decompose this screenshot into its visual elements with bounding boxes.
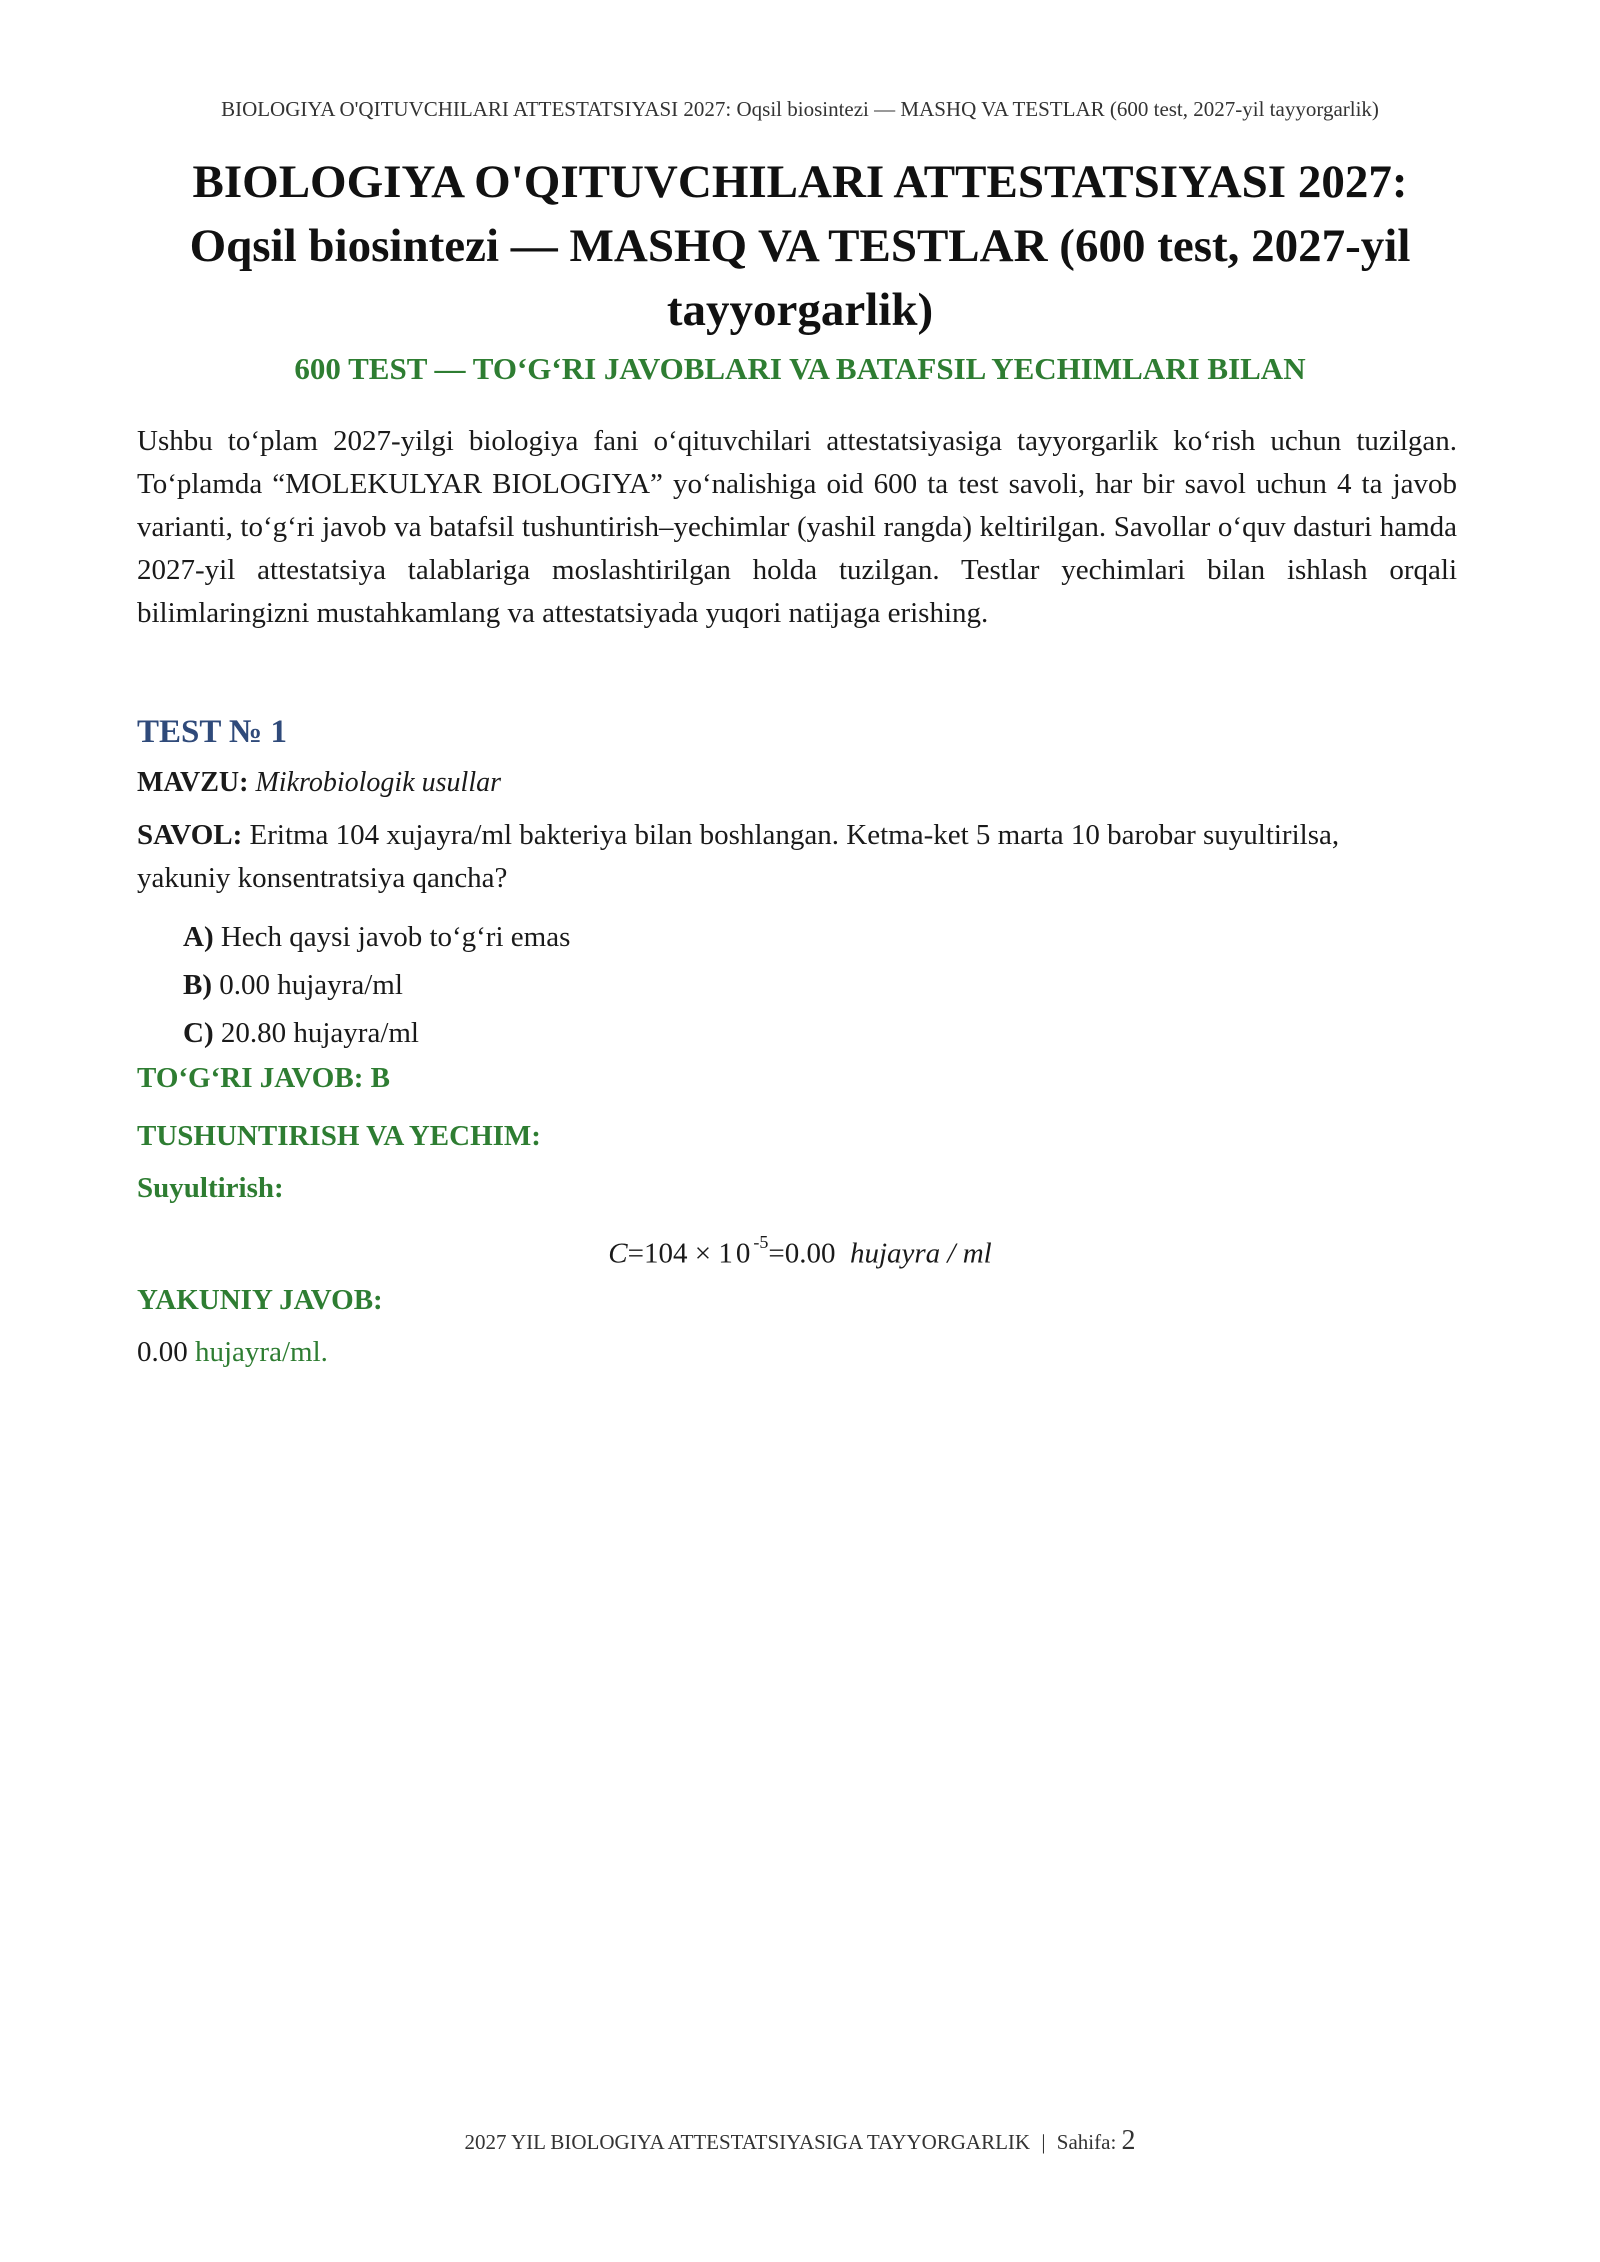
formula-times: × <box>694 1237 712 1270</box>
option-text: 20.80 hujayra/ml <box>220 1017 419 1049</box>
document-title: BIOLOGIYA O'QITUVCHILARI ATTESTATSIYASI 2027: Oqsil biosintezi — MASHQ VA TESTLAR (600 test, 2027-yil tayyorgarlik) <box>189 156 1411 336</box>
question-label: SAVOL: <box>137 819 243 851</box>
formula-equals: = <box>627 1237 644 1270</box>
page-footer <box>0 2126 1600 2157</box>
document-subtitle: 600 TEST — TO‘G‘RI JAVOBLARI VA BATAFSIL YECHIMLARI BILAN <box>294 351 1306 386</box>
correct-answer: TO‘G‘RI JAVOB: B <box>137 1062 390 1094</box>
footer-text: 2027 YIL BIOLOGIYA ATTESTATSIYASIGA TAYYORGARLIK <box>464 2130 1031 2154</box>
option-c <box>183 1009 570 1057</box>
option-letter: B) <box>183 969 212 1001</box>
intro-paragraph: Ushbu to‘plam 2027-yilgi biologiya fani o‘qituvchilari attestatsiyasiga tayyorgarlik ko‘rish uchun tuzilgan. To‘plamda “MOLEKULYAR BIOLOGIYA” yo‘nalishiga oid 600 ta test savoli, har bir savol uchun 4 ta javob varianti, to‘g‘ri javob va batafsil tushuntirish–yechimlar (yashil rangda) keltirilgan. Savollar o‘quv dasturi hamda 2027-yil attestatsiya talablariga moslashtirilgan holda tuzilgan. Testlar yechimlari bilan ishlash orqali bilimlaringizni mustahkamlang va attestatsiyada yuqori natijaga erishing. <box>137 425 1457 629</box>
final-unit: hujayra/ml. <box>195 1336 328 1368</box>
dilution-formula <box>0 1226 1600 1274</box>
option-a <box>183 913 570 961</box>
formula-result: 0.00 <box>784 1237 836 1270</box>
test-question <box>137 814 1397 900</box>
option-letter: A) <box>183 921 214 953</box>
option-text: Hech qaysi javob to‘g‘ri emas <box>220 921 571 953</box>
formula-equals: = <box>768 1237 785 1270</box>
footer-page-label: Sahifa: <box>1056 2130 1117 2154</box>
step-label: Suyultirish: <box>137 1172 284 1204</box>
test-heading: TEST № 1 <box>137 714 287 750</box>
formula-variable: C <box>608 1237 628 1270</box>
final-answer <box>137 1332 328 1372</box>
option-text: 0.00 hujayra/ml <box>219 969 403 1001</box>
formula-unit: hujayra / ml <box>849 1237 992 1270</box>
explanation-heading: TUSHUNTIRISH VA YECHIM: <box>137 1120 541 1152</box>
option-letter: C) <box>183 1017 214 1049</box>
final-heading: YAKUNIY JAVOB: <box>137 1284 383 1316</box>
footer-separator: | <box>1041 2130 1046 2154</box>
topic-value: Mikrobiologik usullar <box>255 767 501 798</box>
formula-base: 10 <box>718 1237 754 1270</box>
formula-coefficient: 104 <box>643 1237 688 1270</box>
option-b <box>183 961 570 1009</box>
page-number: 2 <box>1121 2125 1136 2156</box>
test-topic <box>137 764 501 802</box>
topic-label: MAVZU: <box>137 767 249 798</box>
question-text: Eritma 104 xujayra/ml bakteriya bilan boshlangan. Ketma-ket 5 marta 10 barobar suyultirilsa, yakuniy konsentratsiya qancha? <box>137 819 1340 894</box>
running-header: BIOLOGIYA O'QITUVCHILARI ATTESTATSIYASI 2027: Oqsil biosintezi — MASHQ VA TESTLAR (600 test, 2027-yil tayyorgarlik) <box>221 97 1379 121</box>
final-value: 0.00 <box>137 1336 188 1368</box>
formula-exponent: -5 <box>753 1232 769 1252</box>
answer-options <box>183 913 570 1057</box>
